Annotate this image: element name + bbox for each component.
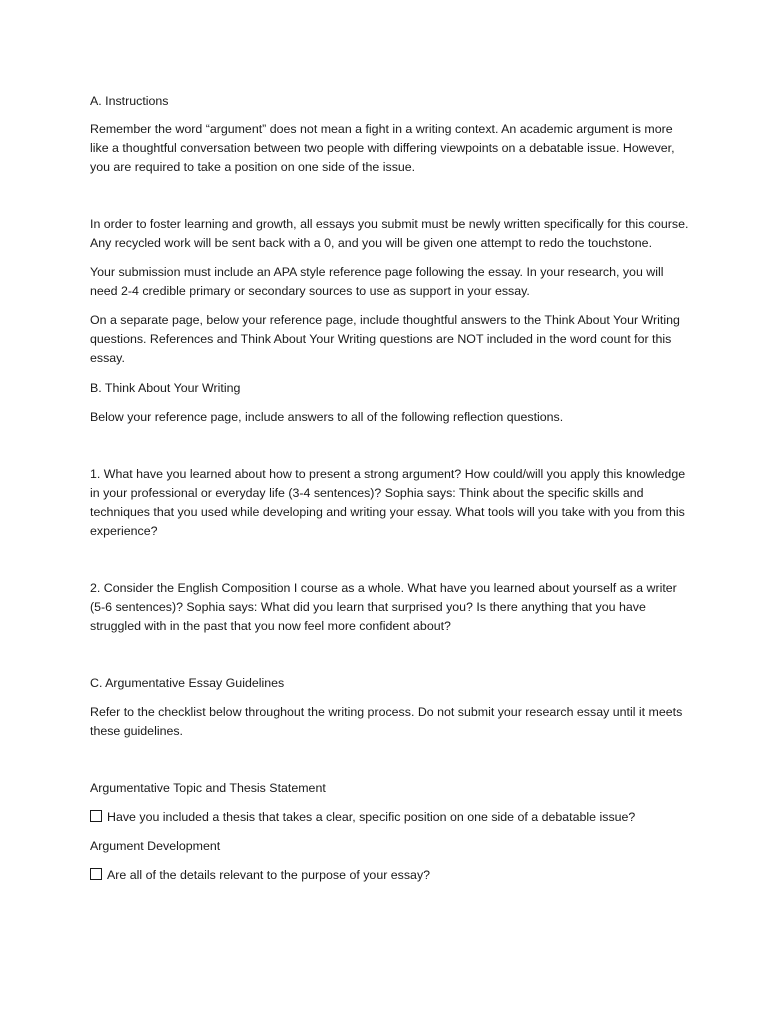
section-b-intro: Below your reference page, include answers to all of the following reflection questions.	[90, 410, 564, 424]
checklist-item-text: Have you included a thesis that takes a clear, specific position on one side of a debatable issue?	[107, 810, 636, 824]
checkbox-icon	[90, 810, 102, 822]
section-c-intro: Refer to the checklist below throughout the writing process. Do not submit your research essay until it meets these guidelines.	[90, 705, 683, 738]
section-c-heading: C. Argumentative Essay Guidelines	[90, 676, 285, 690]
instructions-paragraph-2: In order to foster learning and growth, all essays you submit must be newly written specifically for this course. Any recycled work will be sent back with a 0, and you will be given one attempt to redo the touchstone.	[90, 217, 689, 250]
checkbox-icon	[90, 868, 102, 880]
section-a-heading: A. Instructions	[90, 94, 169, 108]
document-page	[90, 92, 690, 885]
instructions-paragraph-3: Your submission must include an APA style reference page following the essay. In your research, you will need 2-4 credible primary or secondary sources to use as support in your essay.	[90, 265, 664, 298]
instructions-paragraph-1: Remember the word “argument” does not mean a fight in a writing context. An academic argument is more like a thoughtful conversation between two people with differing viewpoints on a debatable issue. However, you are required to take a position on one side of the issue.	[90, 122, 675, 174]
reflection-question-2: 2. Consider the English Composition I course as a whole. What have you learned about yourself as a writer (5-6 sentences)? Sophia says: What did you learn that surprised you? Is there anything that you have struggled with in the past that you now feel more confident about?	[90, 581, 677, 633]
reflection-question-1: 1. What have you learned about how to present a strong argument? How could/will you apply this knowledge in your professional or everyday life (3-4 sentences)? Sophia says: Think about the specific skills and techniques that you used while developing and writing your essay. What tools will you take with you from this experience?	[90, 467, 686, 538]
section-b-heading: B. Think About Your Writing	[90, 381, 241, 395]
checklist-item-details	[90, 866, 690, 885]
checklist-item-thesis	[90, 808, 690, 827]
checklist-subheading-development: Argument Development	[90, 839, 221, 853]
instructions-paragraph-4: On a separate page, below your reference page, include thoughtful answers to the Think About Your Writing questions. References and Think About Your Writing questions are NOT included in the word count for this essay.	[90, 313, 680, 365]
checklist-subheading-topic: Argumentative Topic and Thesis Statement	[90, 781, 326, 795]
checklist-item-text: Are all of the details relevant to the purpose of your essay?	[107, 868, 431, 882]
